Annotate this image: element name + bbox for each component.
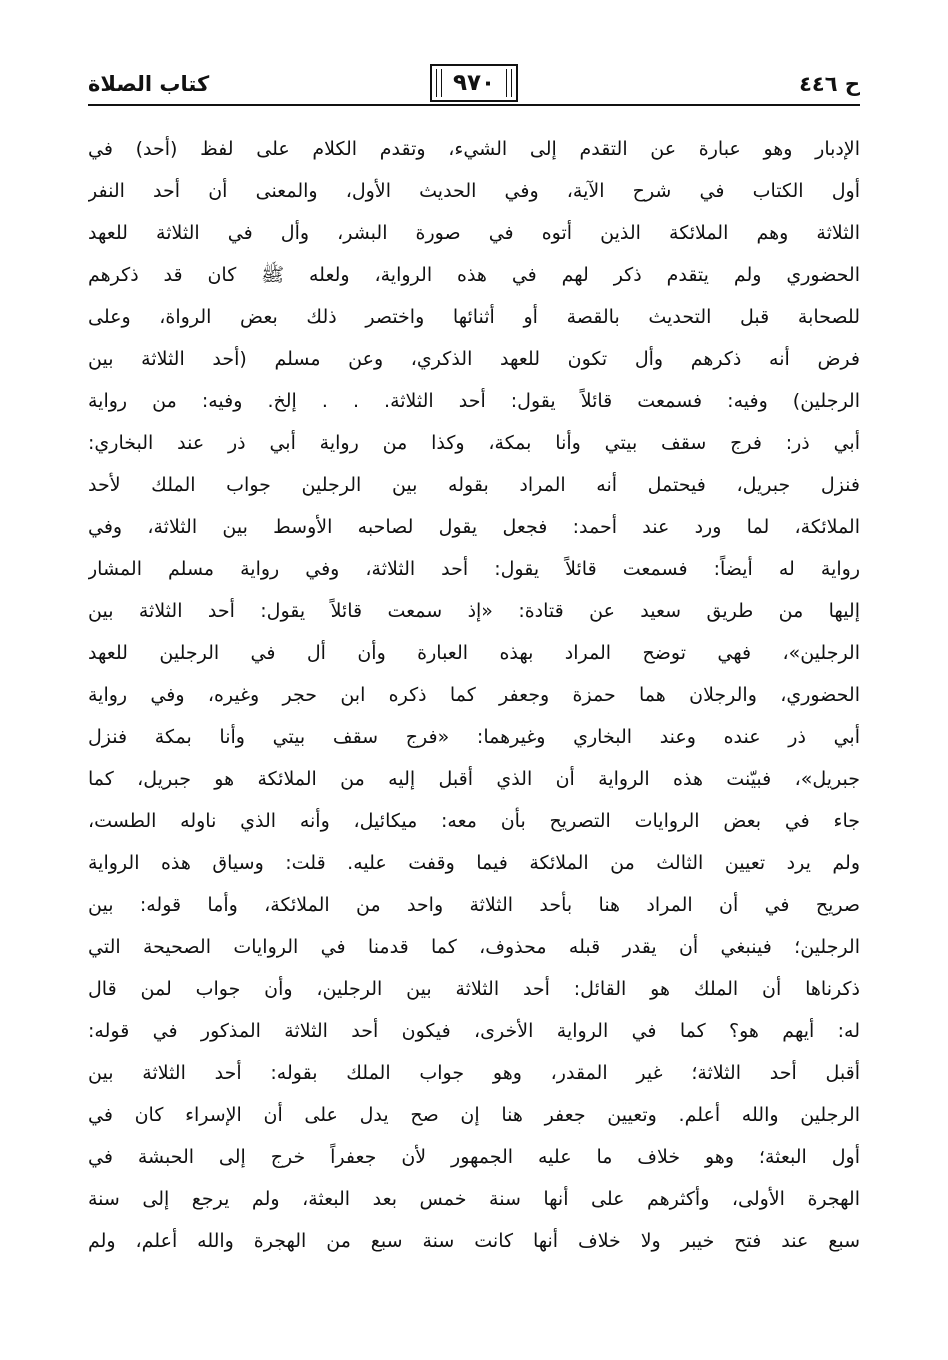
text-line: الملائكة، لما ورد عند أحمد: فجعل يقول لصاحبه الأوسط بين الثلاثة، وفي	[88, 516, 860, 538]
text-line: أقبل أحد الثلاثة؛ غير المقدر، وهو جواب الملك بقوله: أحد الثلاثة بين	[88, 1062, 860, 1084]
text-line: الحضوري، والرجلان هما حمزة وجعفر كما ذكره ابن حجر وغيره، وفي رواية	[88, 684, 860, 706]
text-line: أول الكتاب في شرح الآية، وفي الحديث الأول، والمعنى أن أحد النفر	[88, 180, 860, 202]
page-header	[88, 60, 860, 116]
text-line: فرض أنه ذكرهم وأل تكون للعهد الذكري، وعن مسلم (أحد الثلاثة بين	[88, 348, 860, 370]
text-line: الرجلين»، فهي توضح المراد بهذه العبارة وأن أل في الرجلين للعهد	[88, 642, 860, 664]
text-line: الرجلين والله أعلم. وتعيين جعفر هنا إن صح يدل على أن الإسراء كان في	[88, 1104, 860, 1126]
text-line: إليها من طريق سعيد عن قتادة: «إذ سمعت قائلاً يقول: أحد الثلاثة بين	[88, 600, 860, 622]
text-line: فنزل جبريل، فيحتمل أنه المراد بقوله بين الرجلين جواب الملك لأحد	[88, 474, 860, 496]
text-line: صريح في أن المراد هنا بأحد الثلاثة واحد من الملائكة، وأما قوله: بين	[88, 894, 860, 916]
text-line: رواية له أيضاً: فسمعت قائلاً يقول: أحد الثلاثة، وفي رواية مسلم المشار	[88, 558, 860, 580]
text-line: الهجرة الأولى، وأكثرهم على أنها سنة خمس بعد البعثة، ولم يرجع إلى سنة	[88, 1188, 860, 1210]
text-line: للصحابة قبل التحديث بالقصة أو أثنائها واختصر ذلك بعض الرواة، وعلى	[88, 306, 860, 328]
text-line: له: أيهم هو؟ كما في الرواية الأخرى، فيكون أحد الثلاثة المذكور في قوله:	[88, 1020, 860, 1042]
text-line: ولم يرد تعيين الثالث من الملائكة فيما وقفت عليه. قلت: وسياق هذه الرواية	[88, 852, 860, 874]
text-line: الحضوري ولم يتقدم ذكر لهم في هذه الرواية، ولعله ﷺ كان قد ذكرهم	[88, 264, 860, 286]
text-line: أبي ذر عنده وعند البخاري وغيرهما: «فرج سقف بيتي وأنا بمكة فنزل	[88, 726, 860, 748]
text-line: الرجلين؛ فينبغي أن يقدر قبله محذوف، كما قدمنا في الروايات الصحيحة التي	[88, 936, 860, 958]
text-line: جاء في بعض الروايات التصريح بأن معه: ميكائيل، وأنه الذي ناوله الطست،	[88, 810, 860, 832]
text-line: ذكرناها أن الملك هو القائل: أحد الثلاثة بين الرجلين، وأن جواب لمن قال	[88, 978, 860, 1000]
body-text	[88, 128, 860, 1262]
book-section-title: كتاب الصلاة	[88, 72, 210, 96]
header-divider	[88, 104, 860, 106]
text-line: جبريل»، فبيّنت هذه الرواية أن الذي أقبل إليه من الملائكة هو جبريل، كما	[88, 768, 860, 790]
text-line: سبع عند فتح خيبر ولا خلاف أنها كانت سنة سبع من الهجرة والله أعلم، ولم	[88, 1230, 860, 1252]
page-number: ٩٧٠	[430, 64, 518, 102]
hadith-reference: ح ٤٤٦	[799, 72, 860, 96]
text-line: الرجلين) وفيه: فسمعت قائلاً يقول: أحد الثلاثة. . . إلخ. وفيه: من رواية	[88, 390, 860, 412]
text-line: أبي ذر: فرج سقف بيتي وأنا بمكة، وكذا من رواية أبي ذر عند البخاري:	[88, 432, 860, 454]
text-line: أول البعثة؛ وهو خلاف ما عليه الجمهور لأن جعفراً خرج إلى الحبشة في	[88, 1146, 860, 1168]
text-line: الثلاثة وهم الملائكة الذين أتوه في صورة البشر، وأل في الثلاثة للعهد	[88, 222, 860, 244]
text-line: الإدبار وهو عبارة عن التقدم إلى الشيء، وتقدم الكلام على لفظ (أحد) في	[88, 138, 860, 160]
